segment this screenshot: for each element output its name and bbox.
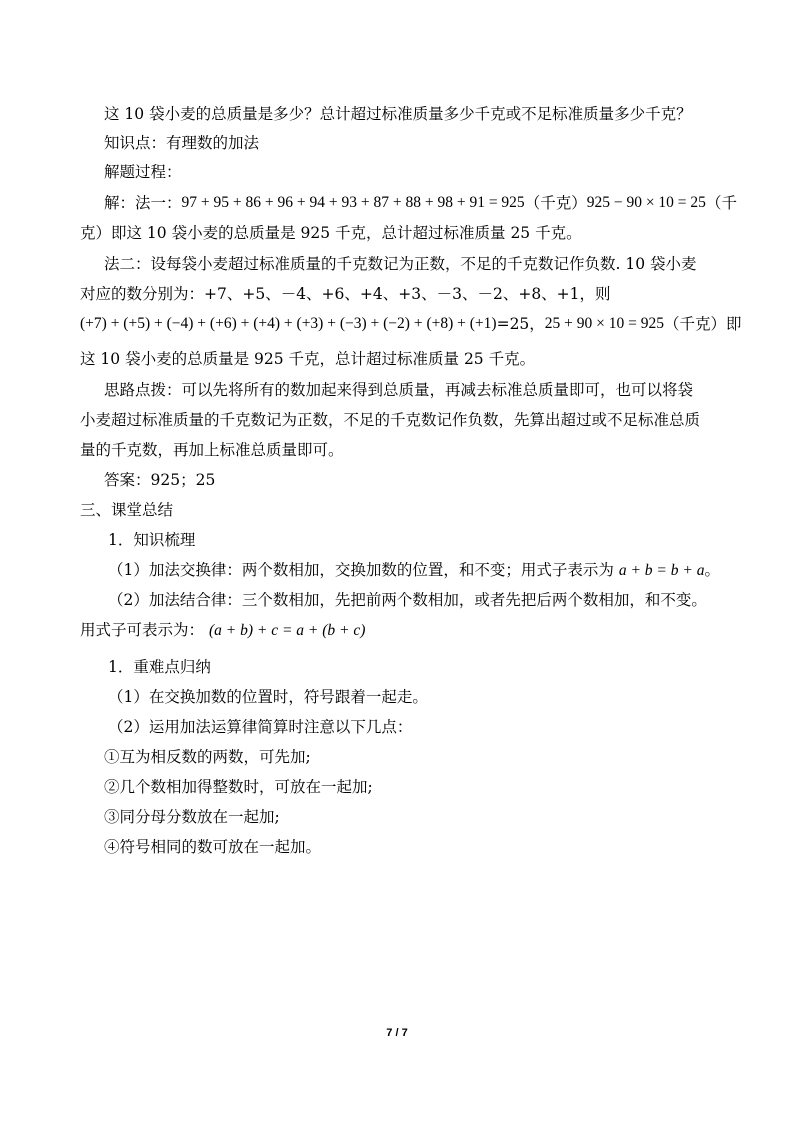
process-heading: 解题过程：: [104, 163, 182, 181]
key-point-1: （1）在交换加数的位置时，符号跟着一起走。: [108, 688, 428, 706]
associative-law-formula: (a + b) + c = a + (b + c): [208, 622, 366, 639]
associative-law-formula-line: [80, 619, 719, 642]
method2-sum-expression: (+7) + (+5) + (−4) + (+6) + (+4) + (+3) + (−3) + (−2) + (+8) + (+1): [80, 315, 497, 332]
answer-line: 答案：925；25: [104, 471, 216, 489]
method2-tail: （千克）即: [664, 315, 742, 333]
subsection-key-points: 1．重难点归纳: [108, 658, 211, 676]
commutative-law-text: （1）加法交换律：两个数相加，交换加数的位置，和不变；用式子表示为: [108, 561, 614, 579]
hint-line1: 思路点拨：可以先将所有的数加起来得到总质量，再减去标准总质量即可，也可以将袋: [104, 381, 694, 399]
tip-item-4: ④符号相同的数可放在一起加。: [104, 838, 322, 856]
method1-unit: （千克）: [524, 194, 587, 212]
subsection-knowledge: 1．知识梳理: [108, 531, 196, 549]
method2-total-expression: 25 + 90 × 10 = 925: [544, 315, 665, 332]
associative-law-line: （2）加法结合律：三个数相加，先把前两个数相加，或者先把后两个数相加，和不变。: [108, 591, 707, 609]
method1-diff-expression: 925 − 90 × 10 = 25: [586, 194, 706, 211]
tip-item-3: ③同分母分数放在一起加;: [104, 808, 280, 826]
method2-result: =25，: [496, 315, 545, 333]
solution-method1-line1: [104, 192, 737, 214]
solution-method2-line4: 这 10 袋小麦的总质量是 925 千克，总计超过标准质量 25 千克。: [80, 350, 536, 368]
knowledge-point: 知识点：有理数的加法: [104, 134, 260, 152]
associative-law-label: 用式子可表示为：: [80, 621, 205, 639]
tip-item-2: ②几个数相加得整数时，可放在一起加;: [104, 778, 373, 796]
question-line: 这 10 袋小麦的总质量是多少？总计超过标准质量多少千克或不足标准质量多少千克？: [104, 105, 692, 123]
method1-sum-expression: 97 + 95 + 86 + 96 + 94 + 93 + 87 + 88 + 98 + 91 = 925: [181, 194, 525, 211]
solution-method2-line2: 对应的数分别为：+7、+5、－4、+6、+4、+3、－3、－2、+8、+1，则: [80, 285, 611, 303]
page-number: 7 / 7: [386, 1027, 408, 1039]
method1-tail: （千: [705, 194, 737, 212]
commutative-law-end: 。: [704, 561, 720, 579]
section-heading: 三、课堂总结: [80, 501, 174, 519]
solution-method1-line2: 克）即这 10 袋小麦的总质量是 925 千克，总计超过标准质量 25 千克。: [80, 224, 582, 242]
solution-method2-line3: [80, 313, 742, 335]
hint-line3: 量的千克数，再加上标准总质量即可。: [80, 441, 344, 459]
commutative-law-formula: a + b = b + a: [618, 562, 705, 579]
hint-line2: 小麦超过标准质量的千克数记为正数，不足的千克数记作负数，先算出超过或不足标准总质: [80, 411, 701, 429]
solution-method2-line1: 法二：设每袋小麦超过标准质量的千克数记为正数，不足的千克数记作负数. 10 袋小麦: [104, 255, 697, 273]
method1-label: 解：法一：: [104, 194, 182, 212]
commutative-law-line: [108, 559, 719, 582]
key-point-2: （2）运用加法运算律简算时注意以下几点：: [108, 718, 413, 736]
tip-item-1: ①互为相反数的两数，可先加;: [104, 748, 311, 766]
